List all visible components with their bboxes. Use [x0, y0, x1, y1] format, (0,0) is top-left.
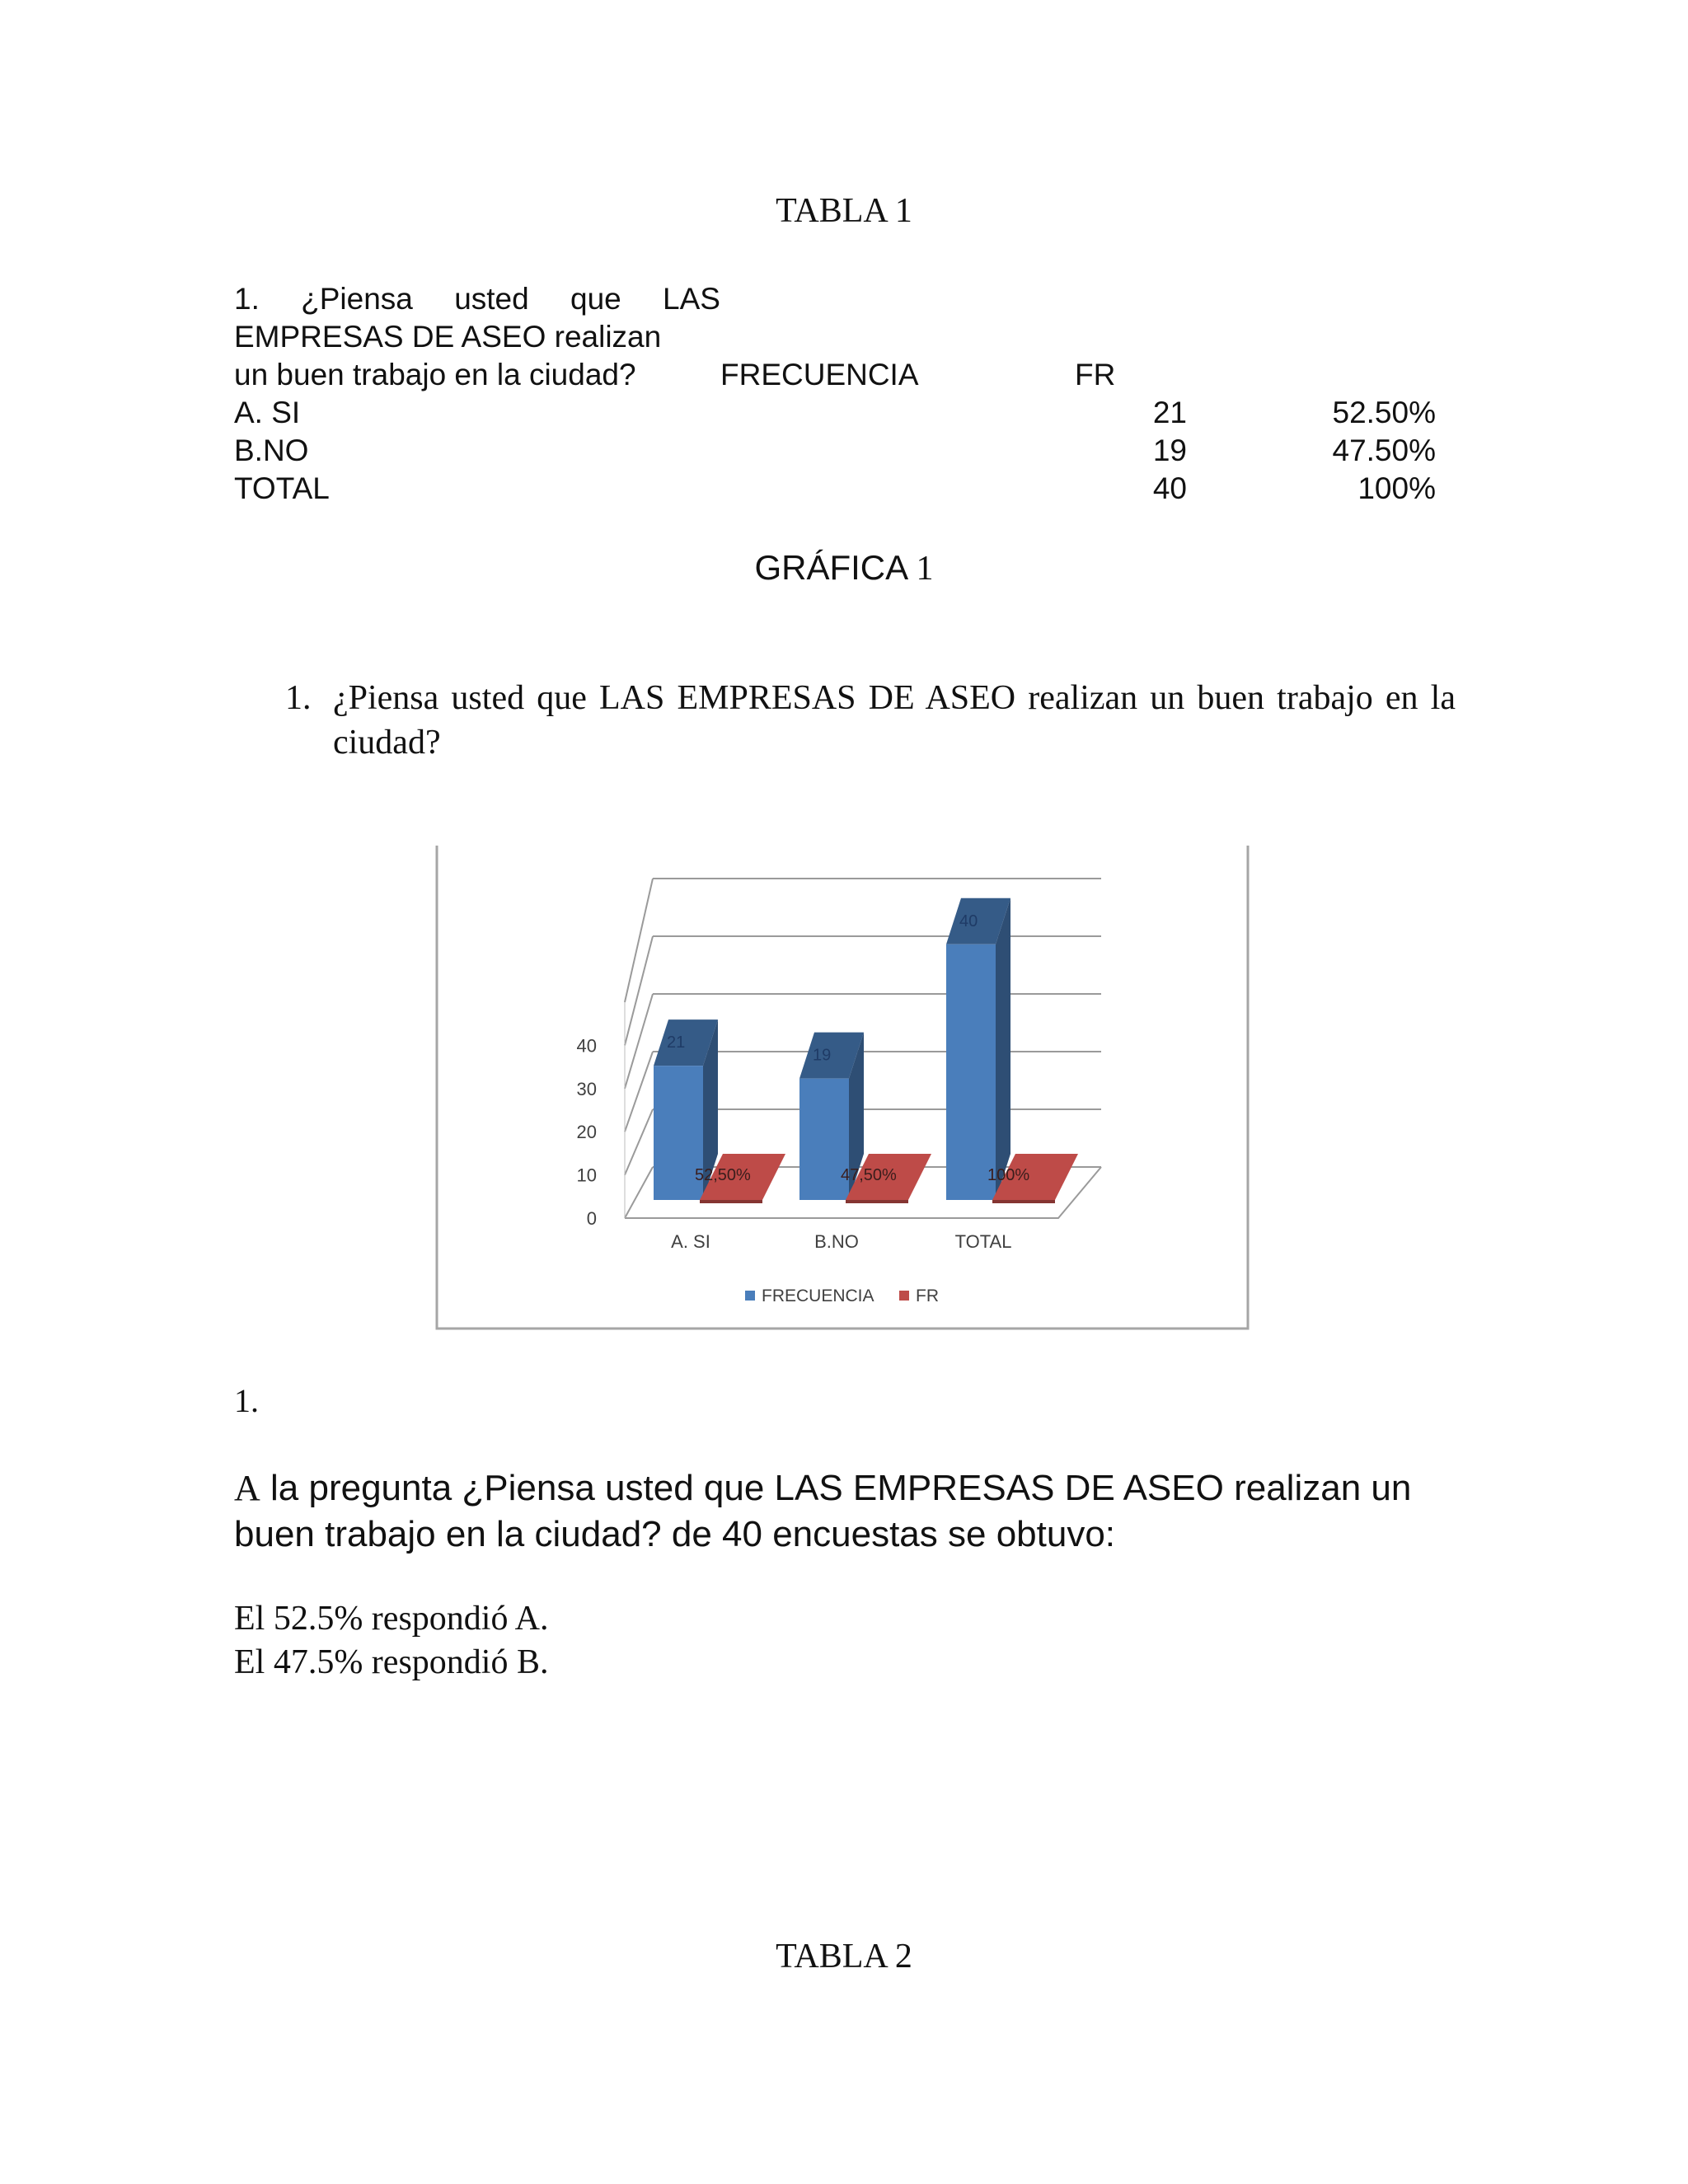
y-tick-label: 20: [576, 1122, 597, 1143]
summary-paragraph: [234, 1465, 1454, 1558]
bar-fr-edge: [846, 1200, 908, 1203]
table-header-row: [234, 356, 1207, 394]
result-line: El 47.5% respondió B.: [234, 1643, 549, 1681]
row-label: A. SI: [234, 396, 301, 429]
question-number: 1.: [285, 679, 312, 717]
x-category-label: B.NO: [814, 1231, 859, 1252]
table-question-text-2: EMPRESAS DE ASEO realizan: [234, 320, 662, 354]
table-question-word: 1.: [234, 282, 260, 316]
table-question-word: usted: [454, 282, 529, 316]
bar-label-frecuencia: 40: [959, 912, 978, 930]
chart-gridline-side: [625, 879, 653, 1002]
table-question-word: ¿Piensa: [301, 282, 413, 316]
legend-label: FRECUENCIA: [762, 1286, 874, 1305]
bar-label-frecuencia: 19: [813, 1046, 832, 1065]
results-list: [234, 1597, 548, 1685]
chart-canvas: [435, 846, 1250, 1330]
y-tick-label: 0: [586, 1208, 597, 1229]
column-header-frecuencia: FRECUENCIA: [720, 358, 919, 391]
row-frequency: 21: [1152, 396, 1187, 429]
row-fr: 52.50%: [1332, 396, 1436, 429]
bar-label-fr: 52,50%: [695, 1166, 751, 1184]
table-question-word: que: [570, 282, 621, 316]
bar-fr-edge: [992, 1200, 1055, 1203]
frequency-table: [234, 280, 1436, 508]
bar-label-frecuencia: 21: [667, 1033, 686, 1052]
grafica-title-word: GRÁFICA: [754, 548, 907, 587]
x-category-label: A. SI: [671, 1231, 710, 1252]
bar-label-fr: 47,50%: [841, 1166, 897, 1184]
question-text: ¿Piensa usted que LAS EMPRESAS DE ASEO realizan un buen trabajo en la ciudad?: [333, 679, 1456, 762]
y-tick-label: 30: [576, 1078, 597, 1099]
tabla-2-title: TABLA 2: [776, 1938, 912, 1975]
x-category-label: TOTAL: [954, 1231, 1012, 1252]
row-frequency: 40: [1152, 471, 1187, 505]
table-row: [234, 394, 1436, 432]
summary-text: la pregunta ¿Piensa usted que LAS EMPRESAS DE ASEO realizan un buen trabajo en la ciudad? de 40 encuestas se obtuvo:: [234, 1468, 1412, 1554]
table-row: [234, 432, 1436, 470]
grafica-1-title: [0, 548, 1688, 588]
legend-label: FR: [916, 1286, 939, 1305]
table-question-text-3: un buen trabajo en la ciudad?: [234, 358, 636, 391]
table-row: [234, 470, 1436, 508]
table-question-line-2: [234, 318, 1207, 356]
row-fr: 47.50%: [1332, 434, 1436, 467]
legend-swatch: [899, 1291, 909, 1301]
bar-frecuencia: [946, 944, 996, 1200]
table-question-word: LAS: [663, 282, 720, 316]
row-label: B.NO: [234, 434, 309, 467]
y-tick-label: 40: [576, 1035, 597, 1057]
grafica-title-number: 1: [916, 550, 934, 588]
chart-gridline-side: [625, 936, 653, 1045]
bar-chart: [435, 846, 1250, 1330]
bar-fr-edge: [700, 1200, 762, 1203]
tabla-1-title: TABLA 1: [776, 192, 912, 230]
result-line: El 52.5% respondió A.: [234, 1600, 549, 1638]
row-frequency: 19: [1152, 434, 1187, 467]
bar-frecuencia-side: [996, 898, 1010, 1200]
summary-first-letter: A: [234, 1468, 260, 1508]
row-label: TOTAL: [234, 471, 330, 505]
chart-gridline-side: [625, 994, 653, 1089]
chart-gridline-side: [625, 1167, 653, 1218]
y-tick-label: 10: [576, 1165, 597, 1186]
bar-label-fr: 100%: [987, 1166, 1030, 1184]
table-question-line-1: [234, 280, 1207, 318]
list-number: 1.: [234, 1382, 259, 1419]
row-fr: 100%: [1357, 471, 1436, 505]
legend-swatch: [745, 1291, 755, 1301]
column-header-fr: FR: [1075, 358, 1116, 391]
